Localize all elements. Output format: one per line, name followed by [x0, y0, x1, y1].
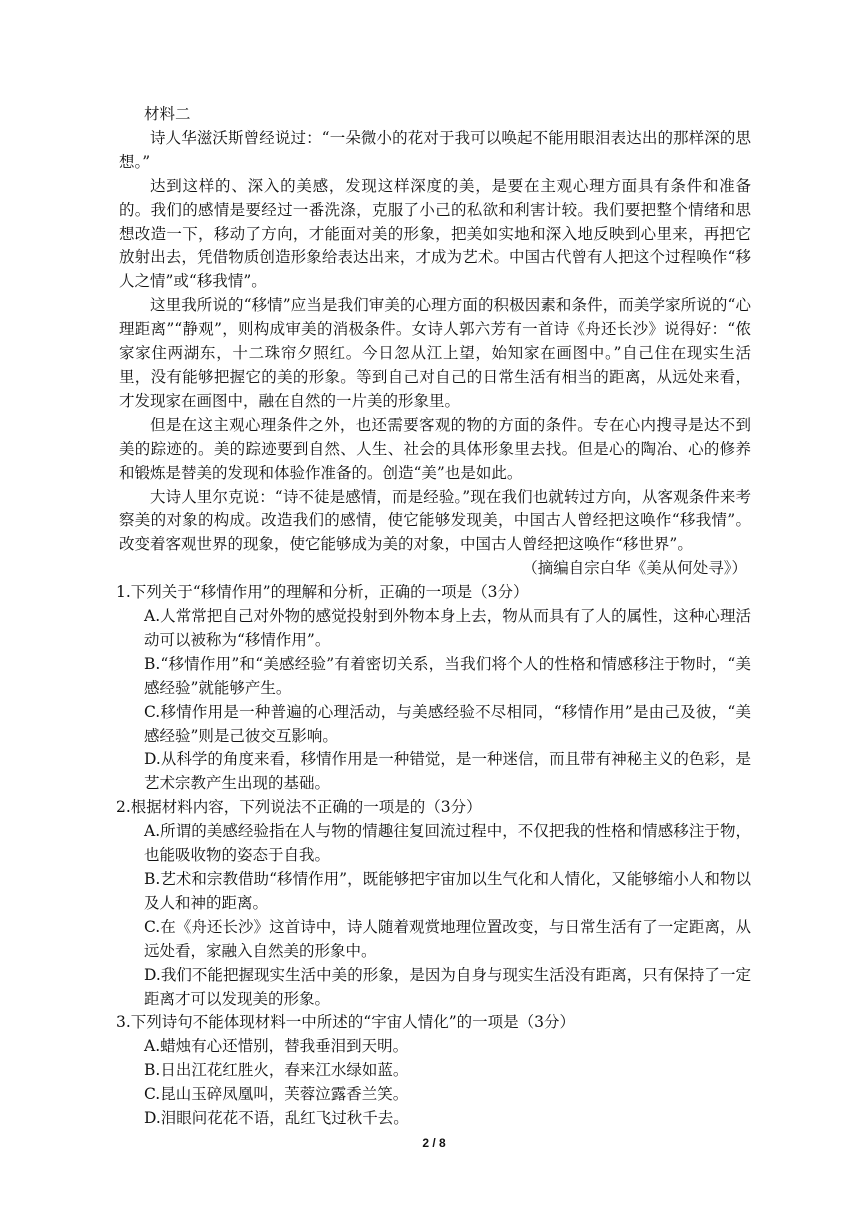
question-option[interactable] — [116, 964, 751, 1012]
question-list — [116, 581, 751, 1131]
question-option[interactable] — [116, 653, 751, 701]
option-text: B.日出江花红胜火，春来江水绿如蓝。 — [144, 1061, 409, 1080]
material-paragraph: 诗人华滋沃斯曾经说过：“一朵微小的花对于我可以唤起不能用眼泪表达出的那样深的思想。” — [119, 128, 751, 171]
material-source: （摘编自宗白华《美从何处寻》） — [522, 559, 747, 578]
material-paragraph: 但是在这主观心理条件之外，也还需要客观的物的方面的条件。专在心内搜寻是达不到美的踪迹的。美的踪迹要到自然、人生、社会的具体形象里去找。但是心的陶冶、心的修养和锻炼是替美的发现和体验作准备的。创造“美”也是如此。 — [119, 415, 751, 482]
question-option[interactable] — [116, 916, 751, 964]
option-text: D.我们不能把握现实生活中美的形象，是因为自身与现实生活没有距离，只有保持了一定距离才可以发现美的形象。 — [144, 965, 751, 1008]
question-option[interactable] — [116, 1107, 751, 1131]
question-option[interactable] — [116, 1035, 751, 1059]
option-text: C.昆山玉碎凤凰叫，芙蓉泣露香兰笑。 — [144, 1085, 409, 1104]
option-text: D.泪眼问花花不语，乱红飞过秋千去。 — [144, 1109, 409, 1128]
material-paragraph: 达到这样的、深入的美感，发现这样深度的美，是要在主观心理方面具有条件和准备的。我们的感情是要经过一番洗涤，克服了小己的私欲和利害计较。我们要把整个情绪和思想改造一下，移动了方向，才能面对美的形象，把美如实地和深入地反映到心里来，再把它放射出去，凭借物质创造形象给表达出来，才成为艺术。中国古代曾有人把这个过程唤作“移人之情”或“移我情”。 — [119, 176, 751, 291]
material-paragraph: 这里我所说的“移情”应当是我们审美的心理方面的积极因素和条件，而美学家所说的“心理距离”“静观”，则构成审美的消极条件。女诗人郭六芳有一首诗《舟还长沙》说得好：“侬家家住两湖东，十二珠帘夕照红。今日忽从江上望，始知家在画图中。”自己住在现实生活里，没有能够把握它的美的形象。等到自己对自己的日常生活有相当的距离，从远处来看，才发现家在画图中，融在自然的一片美的形象里。 — [119, 296, 751, 410]
question-3 — [116, 1011, 751, 1131]
page-content — [116, 103, 751, 1131]
question-1 — [116, 581, 751, 796]
question-stem: 2.根据材料内容，下列说法不正确的一项是的（3分） — [116, 798, 482, 817]
question-option[interactable] — [116, 701, 751, 749]
question-option[interactable] — [116, 820, 751, 868]
option-text: C.在《舟还长沙》这首诗中，诗人随着观赏地理位置改变，与日常生活有了一定距离，从远处看，家融入自然美的形象中。 — [144, 917, 751, 960]
option-text: B.艺术和宗教借助“移情作用”，既能够把宇宙加以生气化和人情化，又能够缩小人和物以及人和神的距离。 — [144, 870, 751, 912]
question-option[interactable] — [116, 868, 751, 916]
option-text: A.蜡烛有心还惜别，替我垂泪到天明。 — [144, 1037, 409, 1056]
question-2 — [116, 796, 751, 1011]
option-text: D.从科学的角度来看，移情作用是一种错觉，是一种迷信，而且带有神秘主义的色彩，是艺术宗教产生出现的基础。 — [144, 750, 751, 793]
question-stem: 3.下列诗句不能体现材料一中所述的“宇宙人情化”的一项是（3分） — [116, 1013, 576, 1032]
option-text: B.“移情作用”和“美感经验”有着密切关系，当我们将个人的性格和情感移注于物时，“美感经验”就能够产生。 — [144, 654, 751, 697]
material-paragraph: 大诗人里尔克说：“诗不徒是感情，而是经验。”现在我们也就转过方向，从客观条件来考察美的对象的构成。改造我们的感情，使它能够发现美，中国古人曾经把这唤作“移我情”。改变着客观世界的现象，使它能够成为美的对象，中国古人曾经把这唤作“移世界”。 — [119, 487, 751, 554]
option-text: C.移情作用是一种普遍的心理活动，与美感经验不尽相同，“移情作用”是由己及彼，“美感经验”则是己彼交互影响。 — [144, 702, 751, 745]
question-option[interactable] — [116, 1083, 751, 1107]
question-option[interactable] — [116, 1059, 751, 1083]
option-text: A.所谓的美感经验指在人与物的情趣往复回流过程中，不仅把我的性格和情感移注于物，也能吸收物的姿态于自我。 — [144, 822, 751, 865]
material-title: 材料二 — [144, 105, 191, 123]
option-text: A.人常常把自己对外物的感觉投射到外物本身上去，物从而具有了人的属性，这种心理活动可以被称为“移情作用”。 — [144, 607, 751, 649]
question-stem: 1.下列关于“移情作用”的理解和分析，正确的一项是（3分） — [116, 583, 529, 602]
page-number: 2 / 8 — [422, 1136, 446, 1150]
question-option[interactable] — [116, 748, 751, 796]
question-option[interactable] — [116, 605, 751, 653]
